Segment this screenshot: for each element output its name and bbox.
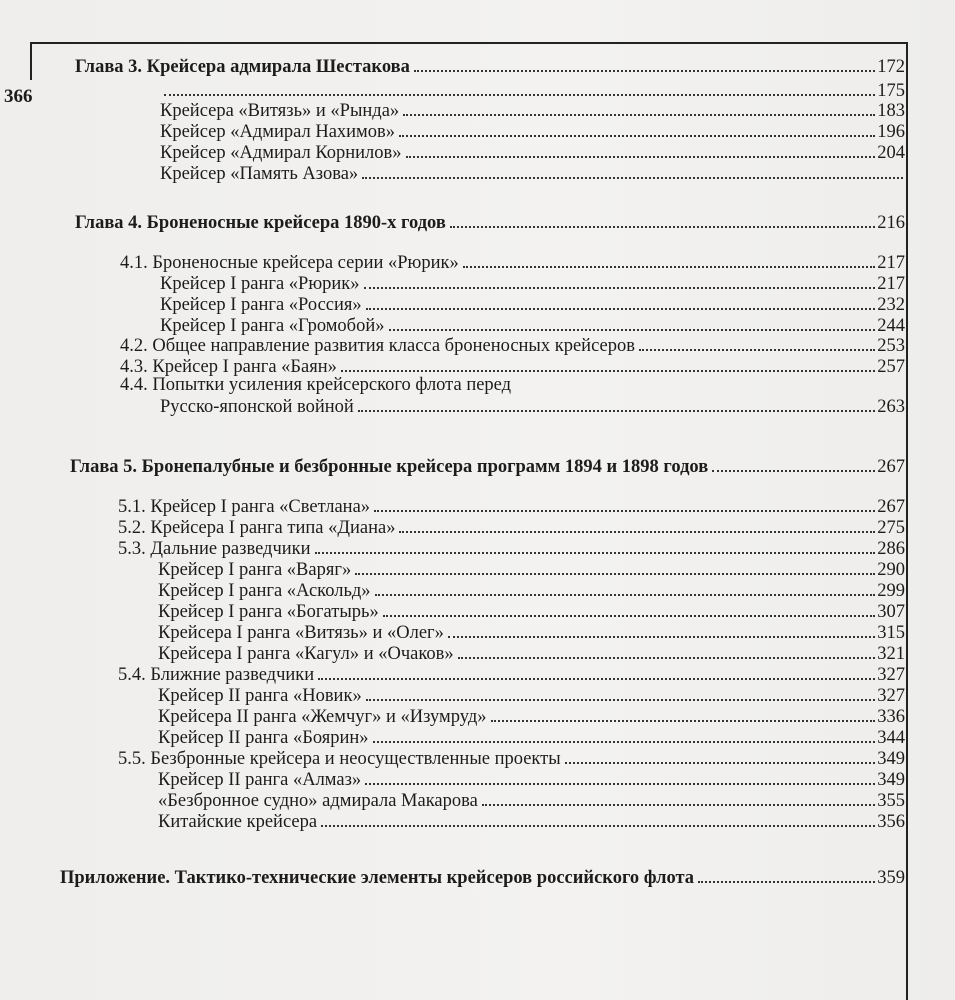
toc-title: Крейсер «Память Азова»	[160, 163, 359, 184]
toc-title: «Безбронное судно» адмирала Макарова	[158, 790, 478, 811]
toc-page: 349	[877, 769, 905, 790]
toc-entry	[158, 807, 905, 831]
toc-page: 183	[877, 100, 905, 121]
toc-title: Приложение. Тактико-технические элементы крейсеров российского флота	[60, 867, 695, 888]
toc-page: 196	[877, 121, 905, 142]
toc-page: 175	[877, 80, 905, 101]
toc-title: Крейсер I ранга «Богатырь»	[158, 601, 379, 622]
dot-leader	[414, 70, 875, 72]
toc-title: Крейсера I ранга «Кагул» и «Очаков»	[158, 643, 454, 664]
dot-leader	[366, 699, 876, 701]
toc-title: 5.1. Крейсер I ранга «Светлана»	[118, 496, 371, 517]
dot-leader	[463, 266, 875, 268]
toc-page: 257	[877, 356, 905, 377]
toc-title: 4.1. Броненосные крейсера серии «Рюрик»	[120, 252, 459, 273]
page-number: 366	[4, 86, 33, 107]
dot-leader	[341, 370, 875, 372]
toc-title: Крейсер I ранга «Варяг»	[158, 559, 352, 580]
toc-page: 359	[877, 867, 905, 888]
dot-leader	[383, 615, 876, 617]
toc-title: Крейсер «Адмирал Нахимов»	[160, 121, 395, 142]
toc-title: 5.4. Ближние разведчики	[118, 664, 315, 685]
dot-leader	[448, 636, 875, 638]
dot-leader	[358, 410, 875, 412]
toc-entry	[160, 159, 905, 183]
dot-leader	[375, 594, 876, 596]
dot-leader	[712, 470, 875, 472]
dot-leader	[355, 573, 875, 575]
toc-page: 232	[877, 294, 905, 315]
toc-page: 217	[877, 273, 905, 294]
dot-leader	[364, 287, 876, 289]
toc-page: 327	[877, 685, 905, 706]
dot-leader	[491, 720, 876, 722]
toc-page: 299	[877, 580, 905, 601]
frame-left-rule	[30, 42, 32, 80]
toc-title: Глава 4. Броненосные крейсера 1890-х годов	[75, 212, 446, 233]
toc-page: 217	[877, 252, 905, 273]
toc-page: 267	[877, 456, 905, 477]
toc-title: 5.5. Безбронные крейсера и неосуществленные проекты	[118, 748, 561, 769]
toc-title: 5.2. Крейсера I ранга типа «Диана»	[118, 517, 396, 538]
dot-leader	[321, 825, 875, 827]
toc-title: Крейсер I ранга «Аскольд»	[158, 580, 371, 601]
toc-page: 216	[877, 212, 905, 233]
toc-page: 344	[877, 727, 905, 748]
toc-chapter	[70, 452, 905, 476]
toc-title: Крейсер II ранга «Боярин»	[158, 727, 369, 748]
toc-title: Крейсер II ранга «Новик»	[158, 685, 362, 706]
toc-page: 263	[877, 396, 905, 417]
dot-leader	[403, 114, 875, 116]
dot-leader	[482, 804, 875, 806]
dot-leader	[698, 881, 875, 883]
toc-chapter	[75, 52, 905, 76]
toc-title: Крейсер I ранга «Громобой»	[160, 315, 385, 336]
dot-leader	[450, 226, 875, 228]
dot-leader	[315, 552, 876, 554]
toc-page: 349	[877, 748, 905, 769]
toc-title: 5.3. Дальние разведчики	[118, 538, 311, 559]
toc-page: 275	[877, 517, 905, 538]
toc-title: 4.3. Крейсер I ранга «Баян»	[120, 356, 337, 377]
toc-title: Глава 5. Бронепалубные и безбронные крейсера программ 1894 и 1898 годов	[70, 456, 709, 477]
toc-page: 172	[877, 56, 905, 77]
frame-top-rule	[30, 42, 908, 44]
toc-title: Крейсера II ранга «Жемчуг» и «Изумруд»	[158, 706, 487, 727]
toc-title: Крейсера «Витязь» и «Рында»	[160, 100, 400, 121]
toc-page: 253	[877, 335, 905, 356]
toc-title: Глава 3. Крейсера адмирала Шестакова	[75, 56, 410, 77]
dot-leader	[406, 156, 876, 158]
toc-title: Крейсер I ранга «Рюрик»	[160, 273, 360, 294]
toc-page: 327	[877, 664, 905, 685]
dot-leader	[318, 678, 875, 680]
toc-entry	[160, 392, 905, 416]
toc-page: 356	[877, 811, 905, 832]
toc-page: 307	[877, 601, 905, 622]
dot-leader	[458, 657, 876, 659]
toc-page: 244	[877, 315, 905, 336]
toc-page: 321	[877, 643, 905, 664]
toc-page: 286	[877, 538, 905, 559]
toc-page: 267	[877, 496, 905, 517]
toc-page: 204	[877, 142, 905, 163]
toc-title: Русско-японской войной	[160, 396, 354, 417]
dot-leader	[362, 177, 903, 179]
toc-title: Крейсер II ранга «Алмаз»	[158, 769, 362, 790]
dot-leader	[399, 135, 875, 137]
toc-chapter	[75, 208, 905, 232]
dot-leader	[374, 510, 875, 512]
frame-right-rule	[906, 42, 908, 1000]
toc-entry-line: 4.4. Попытки усиления крейсерского флота перед	[120, 375, 512, 395]
toc-page: 315	[877, 622, 905, 643]
dot-leader	[399, 531, 875, 533]
dot-leader	[373, 741, 876, 743]
toc-title: Крейсер «Адмирал Корнилов»	[160, 142, 402, 163]
toc-appendix	[60, 863, 905, 887]
toc-title: Крейсер I ранга «Россия»	[160, 294, 362, 315]
toc-title: Крейсера I ранга «Витязь» и «Олег»	[158, 622, 444, 643]
toc-page: 290	[877, 559, 905, 580]
toc-page: 355	[877, 790, 905, 811]
dot-leader	[365, 783, 875, 785]
toc-title: Китайские крейсера	[158, 811, 318, 832]
toc-title: 4.2. Общее направление развития класса броненосных крейсеров	[120, 335, 635, 356]
dot-leader	[366, 308, 876, 310]
toc-entry	[120, 352, 905, 376]
dot-leader	[565, 762, 876, 764]
toc-page: 336	[877, 706, 905, 727]
dot-leader	[639, 349, 875, 351]
